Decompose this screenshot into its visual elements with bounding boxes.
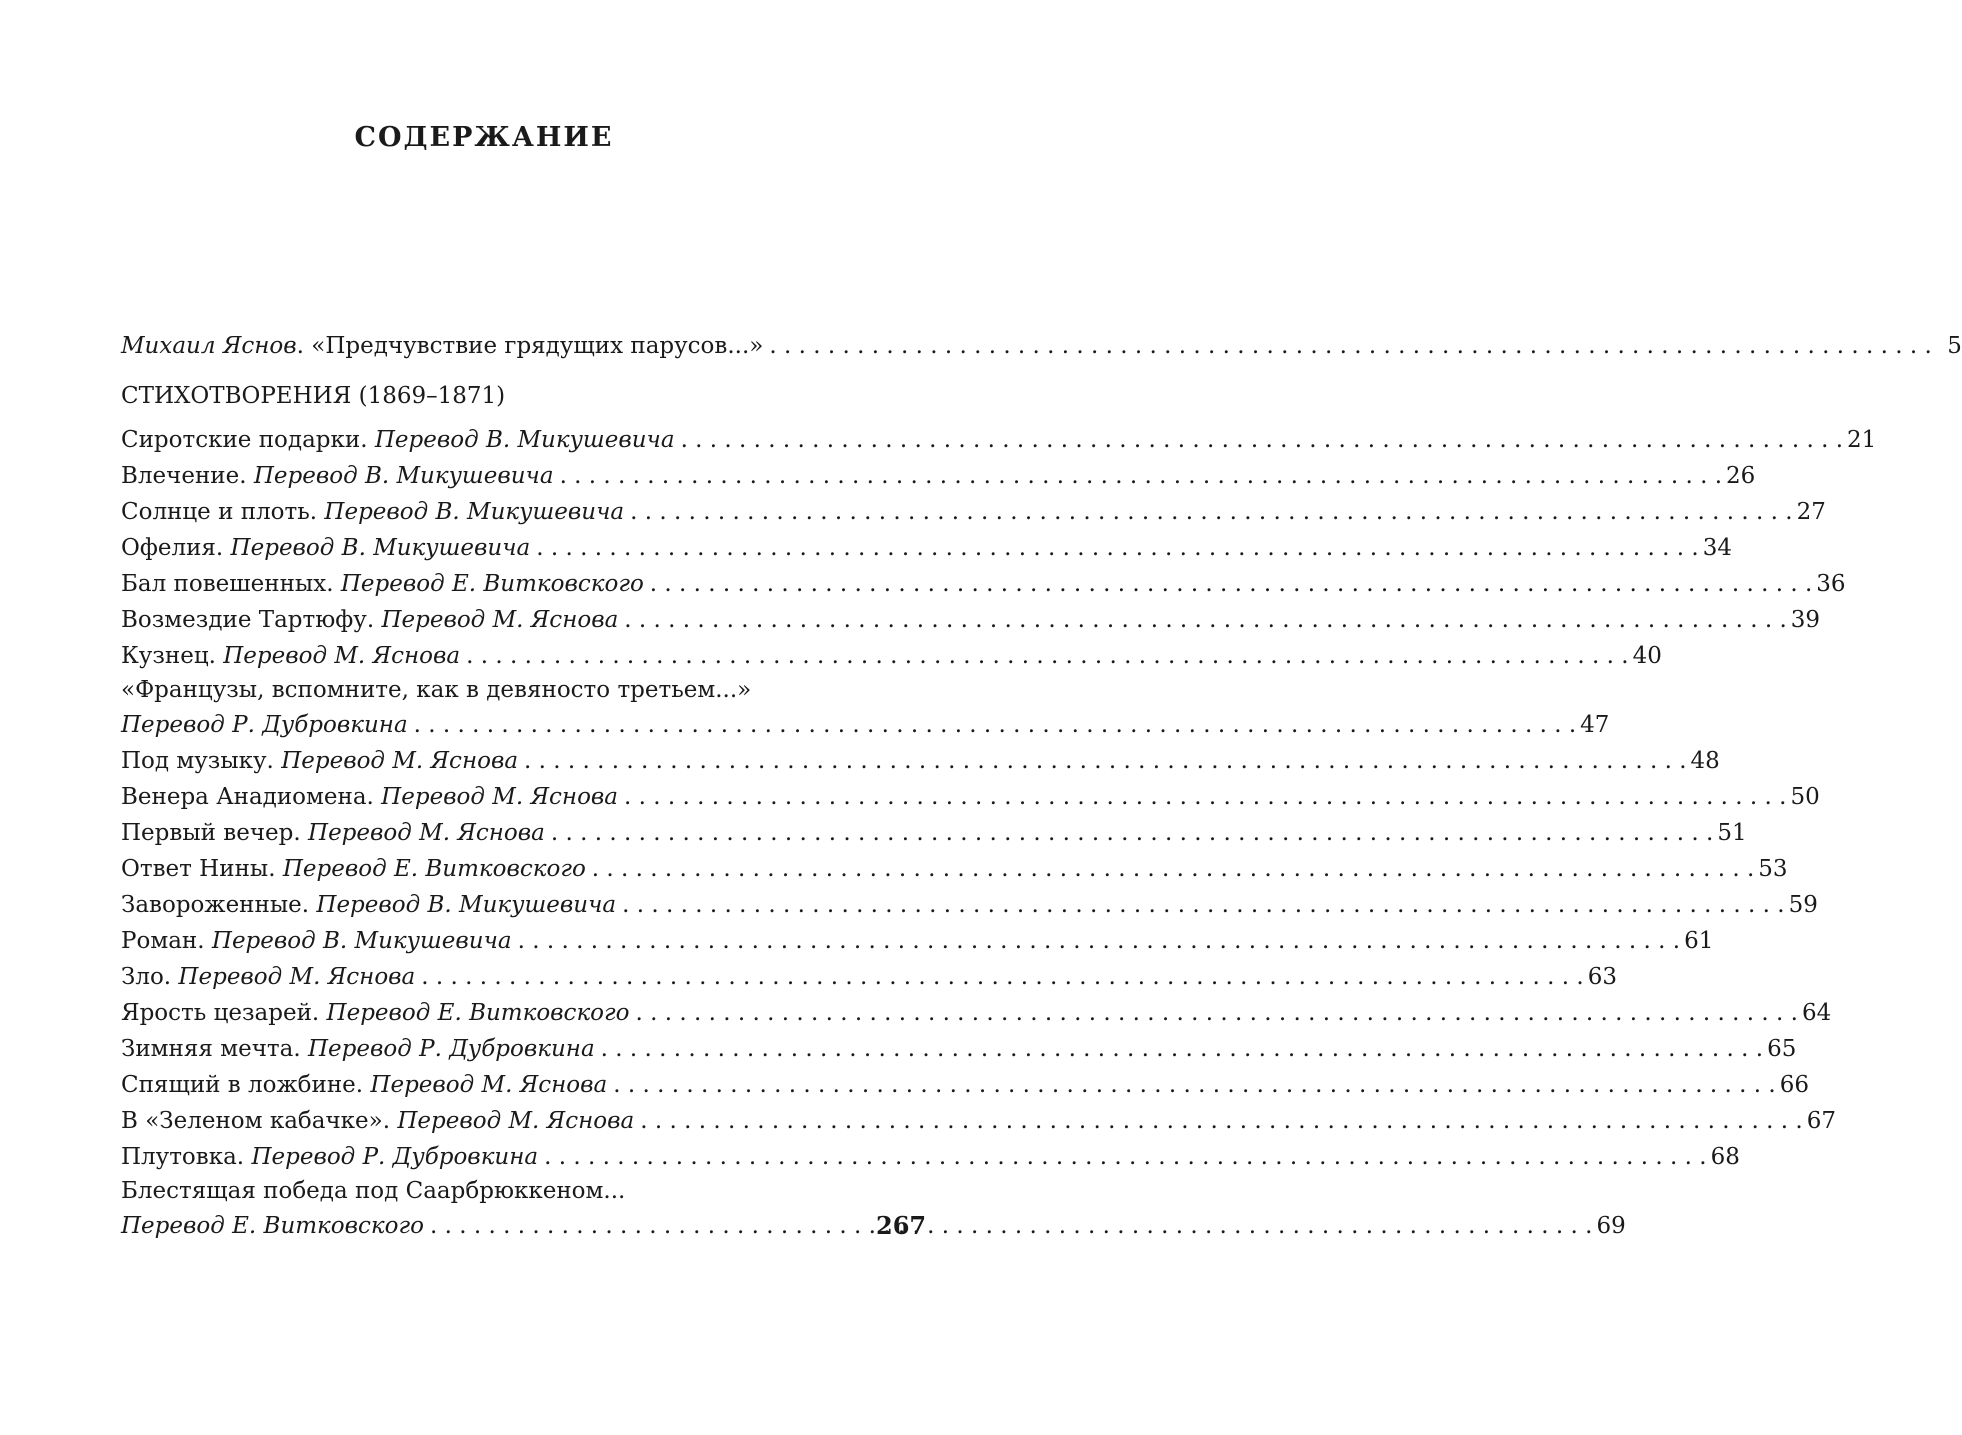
- translator-credit: Перевод М. Яснова: [281, 748, 519, 774]
- entry-title: Зло.: [121, 964, 179, 990]
- translator-credit: Перевод В. Микушевича: [211, 928, 512, 954]
- translator-credit: Перевод М. Яснова: [223, 643, 461, 669]
- dot-leader: [769, 328, 1931, 364]
- toc-row[interactable]: [121, 458, 1756, 494]
- entry-title: Бал повешенных.: [121, 571, 341, 597]
- dot-leader: [613, 1067, 1775, 1103]
- dot-leader: [681, 422, 1843, 458]
- toc-entry-label: [121, 458, 554, 494]
- dot-leader: [466, 638, 1628, 674]
- entry-title: . «Предчувствие грядущих парусов...»: [296, 333, 764, 359]
- toc-entry-label: [121, 779, 618, 815]
- toc-row[interactable]: [121, 923, 1714, 959]
- entry-title: Венера Анадиомена.: [121, 784, 382, 810]
- dot-leader: [624, 779, 1786, 815]
- toc-entry-label: [121, 851, 586, 887]
- toc-entry-label: [121, 494, 624, 530]
- page-number: 63: [1587, 964, 1618, 990]
- translator-credit: Перевод Р. Дубровкина: [121, 712, 408, 738]
- page-number: 51: [1717, 820, 1747, 846]
- page-number: 27: [1796, 499, 1826, 525]
- dot-leader: [551, 815, 1713, 851]
- toc-entry-label: [121, 995, 630, 1031]
- translator-credit: Перевод М. Яснова: [178, 964, 416, 990]
- toc-row[interactable]: [121, 566, 1846, 602]
- page-number: 61: [1684, 928, 1714, 954]
- toc-entry-label: [121, 959, 415, 995]
- translator-credit: Перевод Е. Витковского: [326, 1000, 630, 1026]
- page-number: 67: [1806, 1108, 1836, 1134]
- dot-leader: [650, 566, 1812, 602]
- page-number: 65: [1767, 1036, 1797, 1062]
- toc-entry-title-line: Блестящая победа под Саарбрюккеном...: [121, 1178, 626, 1204]
- entry-title: Под музыку.: [121, 748, 282, 774]
- page-number: 68: [1710, 1144, 1740, 1170]
- toc-entry-label: [121, 566, 644, 602]
- dot-leader: [524, 743, 1686, 779]
- page-number: 39: [1790, 607, 1821, 633]
- toc-row[interactable]: [121, 1103, 1836, 1139]
- page-number: 5: [1947, 333, 1962, 359]
- translator-credit: Перевод В. Микушевича: [230, 535, 531, 561]
- translator-credit: Перевод М. Яснова: [381, 784, 619, 810]
- dot-leader: [622, 887, 1784, 923]
- entry-title: Офелия.: [121, 535, 231, 561]
- dot-leader: [624, 602, 1786, 638]
- dot-leader: [640, 1103, 1802, 1139]
- toc-entry-title-line: «Французы, вспомните, как в девяносто третьем...»: [121, 677, 752, 703]
- page-number: 69: [1596, 1213, 1626, 1239]
- translator-credit: Перевод Е. Витковского: [340, 571, 644, 597]
- intro-entry: [121, 328, 1962, 364]
- page-number: 21: [1847, 427, 1877, 453]
- entry-title: Зимняя мечта.: [121, 1036, 308, 1062]
- dot-leader: [544, 1139, 1706, 1175]
- entry-title: Плутовка.: [121, 1144, 252, 1170]
- page-number: 26: [1726, 463, 1756, 489]
- dot-leader: [536, 530, 1698, 566]
- toc-entry-label: [121, 602, 618, 638]
- dot-leader: [630, 494, 1792, 530]
- toc-entry-label: [121, 328, 763, 364]
- page-number: 40: [1632, 643, 1662, 669]
- toc-entry-label: [121, 815, 545, 851]
- toc-row[interactable]: [121, 638, 1662, 674]
- toc-row[interactable]: [121, 707, 1610, 743]
- toc-entry-label: [121, 887, 616, 923]
- author-name: Михаил Яснов: [121, 333, 297, 359]
- toc-entry-label: [121, 923, 512, 959]
- toc-entry-label: [121, 743, 518, 779]
- toc-row[interactable]: [121, 422, 1877, 458]
- toc-row[interactable]: [121, 1031, 1797, 1067]
- translator-credit: Перевод Е. Витковского: [282, 856, 586, 882]
- translator-credit: Перевод Р. Дубровкина: [307, 1036, 595, 1062]
- toc-entry-label: [121, 422, 675, 458]
- toc-row[interactable]: [121, 602, 1821, 638]
- translator-credit: Перевод М. Яснова: [381, 607, 619, 633]
- page-number: 36: [1816, 571, 1846, 597]
- entry-title: Сиротские подарки.: [121, 427, 375, 453]
- dot-leader: [518, 923, 1680, 959]
- translator-credit: Перевод В. Микушевича: [253, 463, 554, 489]
- toc-row[interactable]: [121, 530, 1733, 566]
- dot-leader: [421, 959, 1583, 995]
- entry-title: Ответ Нины.: [121, 856, 283, 882]
- toc-row-intro[interactable]: [121, 328, 1962, 364]
- entry-title: Спящий в ложбине.: [121, 1072, 371, 1098]
- translator-credit: Перевод В. Микушевича: [374, 427, 675, 453]
- toc-row[interactable]: [121, 743, 1720, 779]
- toc-row[interactable]: [121, 995, 1832, 1031]
- translator-credit: Перевод М. Яснова: [370, 1072, 608, 1098]
- page-number: 50: [1790, 784, 1820, 810]
- dot-leader: [560, 458, 1722, 494]
- entry-title: Солнце и плоть.: [121, 499, 325, 525]
- page-number: 59: [1788, 892, 1818, 918]
- toc-row[interactable]: [121, 779, 1820, 815]
- toc-row[interactable]: [121, 1139, 1740, 1175]
- toc-entry-label: [121, 707, 408, 743]
- entry-title: Завороженные.: [121, 892, 317, 918]
- toc-entry-label: [121, 1067, 607, 1103]
- toc-row[interactable]: [121, 494, 1826, 530]
- folio-page-number: 267: [876, 1211, 927, 1240]
- translator-credit: Перевод В. Микушевича: [316, 892, 617, 918]
- toc-entry-label: [121, 530, 530, 566]
- translator-credit: Перевод Е. Витковского: [121, 1213, 424, 1239]
- dot-leader: [414, 707, 1576, 743]
- translator-credit: Перевод М. Яснова: [308, 820, 545, 846]
- dot-leader: [592, 851, 1754, 887]
- entry-title: В «Зеленом кабачке».: [121, 1108, 398, 1134]
- toc-row[interactable]: [121, 887, 1818, 923]
- toc-row[interactable]: [121, 851, 1788, 887]
- toc-entry-label: [121, 1103, 634, 1139]
- entry-title: Ярость цезарей.: [121, 1000, 327, 1026]
- page-number: 64: [1801, 1000, 1832, 1026]
- translator-credit: Перевод Р. Дубровкина: [251, 1144, 539, 1170]
- page-number: 47: [1580, 712, 1610, 738]
- dot-leader: [430, 1208, 1592, 1244]
- page-number: 34: [1702, 535, 1733, 561]
- toc-row[interactable]: [121, 959, 1618, 995]
- page-number: 53: [1758, 856, 1788, 882]
- toc-row[interactable]: [121, 815, 1747, 851]
- toc-entry-label: [121, 1208, 424, 1244]
- dot-leader: [636, 995, 1798, 1031]
- entry-title: Возмездие Тартюфу.: [121, 607, 382, 633]
- entry-title: Кузнец.: [121, 643, 224, 669]
- entry-title: Влечение.: [121, 463, 254, 489]
- page-title: СОДЕРЖАНИЕ: [354, 122, 614, 153]
- section-heading: СТИХОТВОРЕНИЯ (1869–1871): [121, 383, 506, 409]
- toc-row[interactable]: [121, 1067, 1810, 1103]
- page-number: 66: [1779, 1072, 1810, 1098]
- entry-title: Роман.: [121, 928, 212, 954]
- dot-leader: [601, 1031, 1763, 1067]
- translator-credit: Перевод В. Микушевича: [324, 499, 625, 525]
- toc-entry-label: [121, 1139, 538, 1175]
- toc-entry-label: [121, 1031, 595, 1067]
- translator-credit: Перевод М. Яснова: [397, 1108, 635, 1134]
- entry-title: Первый вечер.: [121, 820, 309, 846]
- toc-entry-label: [121, 638, 460, 674]
- page-number: 48: [1690, 748, 1720, 774]
